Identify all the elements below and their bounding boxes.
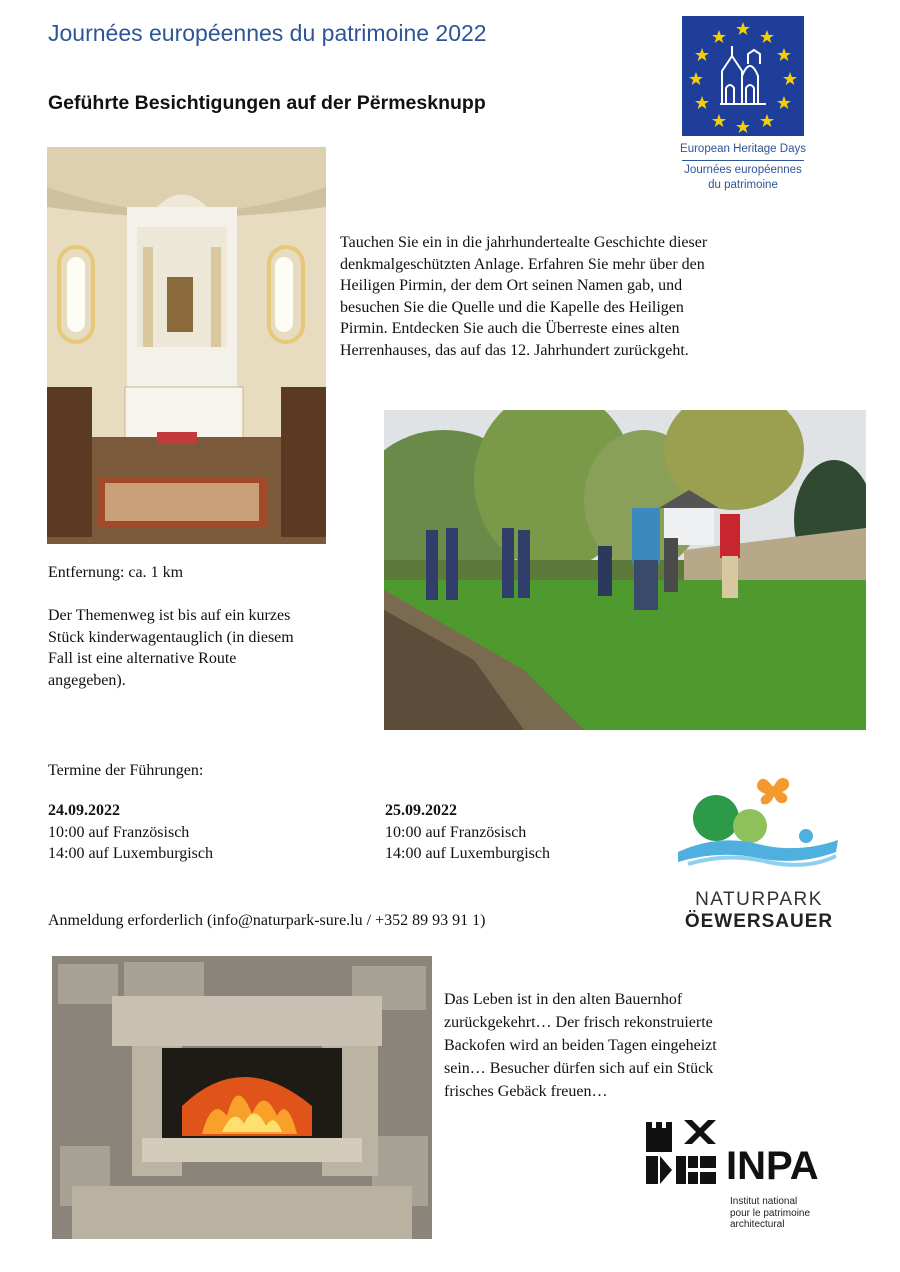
route-line: Stück kinderwagentauglich (in diesem xyxy=(48,628,294,646)
european-heritage-days-logo xyxy=(682,16,804,136)
bakery-line: Das Leben ist in den alten Bauernhof xyxy=(444,991,683,1008)
eu-caption-line-3: du patrimoine xyxy=(708,179,778,191)
naturpark-wordmark-line-1: NATURPARK xyxy=(695,889,823,910)
tour-slot: 10:00 auf Französisch xyxy=(48,823,190,841)
tour-slot: 10:00 auf Französisch xyxy=(385,823,527,841)
intro-line: denkmalgeschützten Anlage. Erfahren Sie mehr über den xyxy=(340,255,705,273)
tour-date: 24.09.2022 xyxy=(48,802,120,819)
intro-line: Heiligen Pirmin, der dem Ort seinen Namen gab, und xyxy=(340,277,683,294)
eu-caption-divider xyxy=(682,160,804,161)
bakery-line: sein… Besucher dürfen sich auf ein Stück xyxy=(444,1060,714,1077)
eu-caption-line-1: European Heritage Days xyxy=(680,143,806,155)
route-line: Fall ist eine alternative Route xyxy=(48,650,237,667)
intro-line: besuchen Sie die Quelle und die Kapelle des Heiligen xyxy=(340,298,684,316)
bake-oven-fire-photo xyxy=(52,956,432,1239)
bakery-line: Backofen wird an beiden Tagen eingeheizt xyxy=(444,1037,717,1054)
registration-info: Anmeldung erforderlich (info@naturpark-sure.lu / +352 89 93 91 1) xyxy=(48,912,486,929)
tour-slot: 14:00 auf Luxemburgisch xyxy=(48,845,214,862)
bakery-line: zurückgekehrt… Der frisch rekonstruierte xyxy=(444,1014,713,1031)
inpa-caption-line-2: pour le patrimoine xyxy=(730,1207,811,1219)
intro-line: Pirmin. Entdecken Sie auch die Überreste eines alten xyxy=(340,320,680,337)
naturpark-wordmark-line-2: ÖEWERSAUER xyxy=(684,911,834,932)
tour-day-2 xyxy=(385,800,550,865)
chapel-interior-photo xyxy=(47,147,326,544)
inpa-caption-line-3: architectural xyxy=(730,1219,785,1230)
eu-caption-line-2: Journées européennes xyxy=(684,164,802,176)
heritage-emblem-icon xyxy=(682,16,804,136)
inpa-logo xyxy=(644,1116,844,1238)
route-line: angegeben). xyxy=(48,671,126,689)
page-title: Journées européennes du patrimoine 2022 xyxy=(48,20,487,46)
route-line: Der Themenweg ist bis auf ein kurzes xyxy=(48,607,291,624)
intro-line: Tauchen Sie ein in die jahrhundertealte Geschichte dieser xyxy=(340,234,708,251)
tour-day-1 xyxy=(48,800,213,865)
bakery-line: frisches Gebäck freuen… xyxy=(444,1083,608,1100)
bakery-paragraph xyxy=(444,988,789,1103)
inpa-wordmark: INPA xyxy=(726,1144,819,1188)
guided-tour-ruins-photo xyxy=(384,410,866,730)
inpa-caption-line-1: Institut national xyxy=(730,1196,798,1207)
naturpark-emblem-icon xyxy=(678,772,840,870)
distance-text: Entfernung: ca. 1 km xyxy=(48,564,184,581)
intro-line: Herrenhauses, das auf das 12. Jahrhundert zurückgeht. xyxy=(340,341,689,359)
tour-dates-heading: Termine der Führungen: xyxy=(48,762,204,779)
page-subtitle: Geführte Besichtigungen auf der Përmesknupp xyxy=(48,92,486,114)
tour-slot: 14:00 auf Luxemburgisch xyxy=(385,845,551,862)
route-paragraph xyxy=(48,605,298,691)
tour-date: 25.09.2022 xyxy=(385,802,457,819)
naturpark-oewersauer-logo xyxy=(678,772,840,936)
intro-paragraph xyxy=(340,232,780,361)
inpa-emblem-icon xyxy=(644,1116,718,1186)
european-heritage-days-caption xyxy=(664,142,822,193)
